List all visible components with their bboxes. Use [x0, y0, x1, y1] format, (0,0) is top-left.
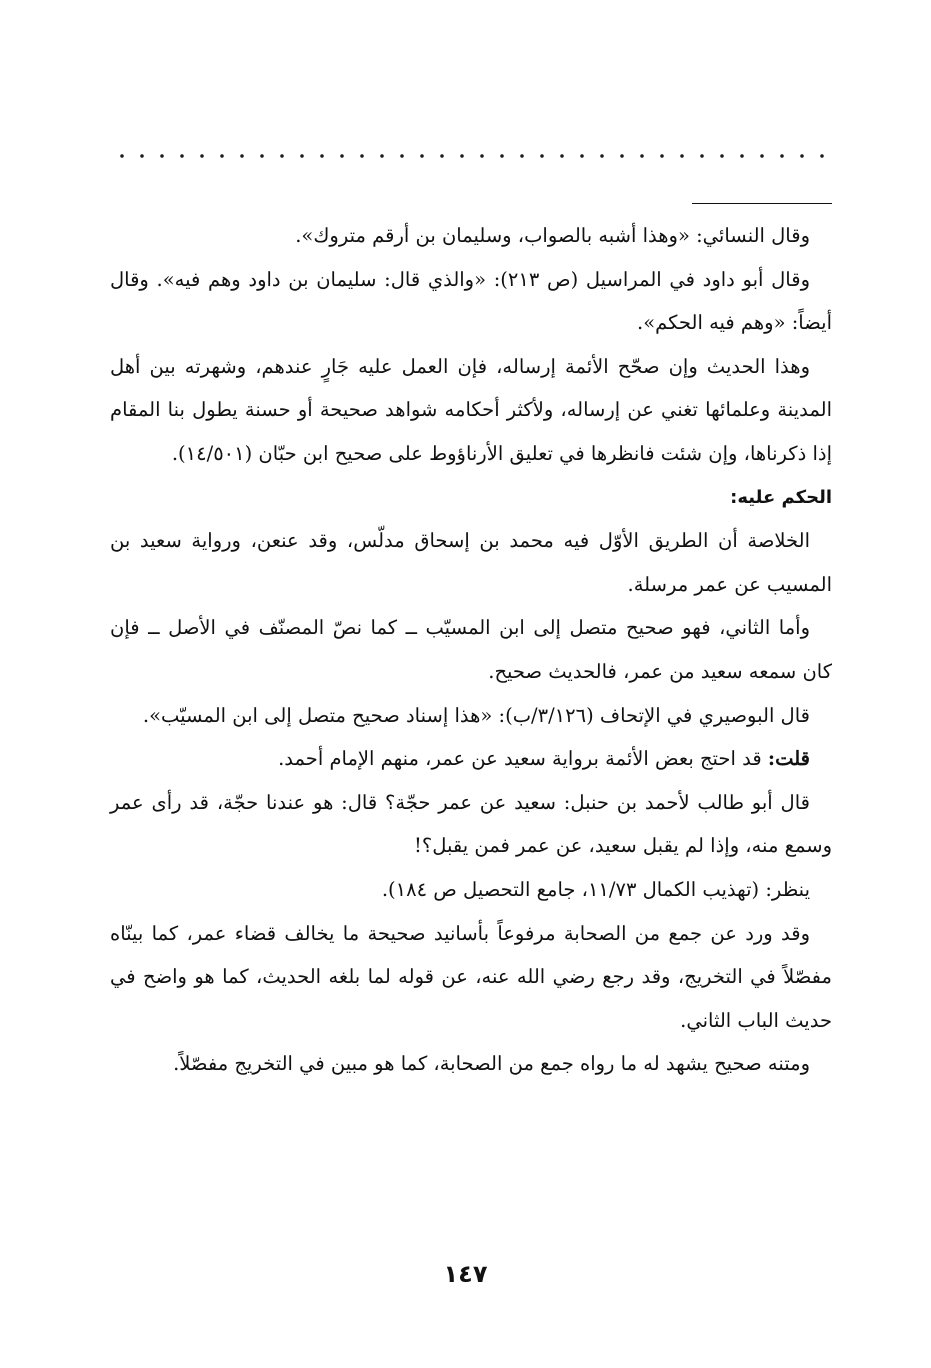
- footnote-paragraph-abu-dawud: وقال أبو داود في المراسيل (ص ٢١٣): «والذي قال: سليمان بن داود وهم فيه». وقال أيضاً: «وهم فيه الحكم».: [110, 267, 832, 335]
- ruling-paragraph-references: ينظر: (تهذيب الكمال ١١/٧٣، جامع التحصيل ص ١٨٤).: [381, 877, 810, 901]
- ruling-paragraph-matn: ومتنه صحيح يشهد له ما رواه جمع من الصحابة، كما هو مبين في التخريج مفصّلاً.: [173, 1052, 810, 1076]
- page-body: [110, 214, 832, 1086]
- ruling-heading: الحكم عليه:: [730, 486, 832, 508]
- dotted-separator: [120, 150, 832, 162]
- ruling-paragraph-qultu: [110, 737, 832, 781]
- qultu-text: قد احتج بعض الأئمة برواية سعيد عن عمر، منهم الإمام أحمد.: [278, 747, 768, 771]
- qultu-label: قلت:: [767, 747, 810, 771]
- footnote-paragraph-nasai: وقال النسائي: «وهذا أشبه بالصواب، وسليمان بن أرقم متروك».: [295, 224, 810, 247]
- page-number: ١٤٧: [443, 1260, 488, 1288]
- ruling-paragraph-abu-talib: قال أبو طالب لأحمد بن حنبل: سعيد عن عمر حجّة؟ قال: هو عندنا حجّة، قد رأى عمر وسمع منه، وإذا لم يقبل سعيد، عن عمر فمن يقبل؟!: [110, 790, 832, 858]
- ruling-paragraph-busiri: قال البوصيري في الإتحاف (٣/١٢٦/ب): «هذا إسناد صحيح متصل إلى ابن المسيّب».: [142, 703, 810, 727]
- footnote-rule: [692, 203, 832, 204]
- ruling-paragraph-companions: وقد ورد عن جمع من الصحابة مرفوعاً بأسانيد صحيحة ما يخالف قضاء عمر، كما بينّاه مفصّلاً في التخريج، وقد رجع رضي الله عنه، عن قوله لما بلغه الحديث، كما هو واضح في حديث الباب الثاني.: [110, 921, 832, 1032]
- ruling-paragraph-summary: الخلاصة أن الطريق الأوّل فيه محمد بن إسحاق مدلّس، وقد عنعن، ورواية سعيد بن المسيب عن عمر مرسلة.: [110, 529, 832, 596]
- footnote-paragraph-hadith-status: وهذا الحديث وإن صحّح الأئمة إرساله، فإن العمل عليه جَارٍ عندهم، وشهرته بين أهل المدينة وعلمائها تغني عن إرساله، ولأكثر أحكامه شواهد صحيحة أو حسنة يطول بنا المقام إذا ذكرناها، وإن شئت فانظرها في تعليق الأرناؤوط على صحيح ابن حبّان (١٤/٥٠١).: [110, 354, 832, 465]
- ruling-paragraph-second-path: وأما الثاني، فهو صحيح متصل إلى ابن المسيّب ــ كما نصّ المصنّف في الأصل ــ فإن كان سمعه سعيد من عمر، فالحديث صحيح.: [110, 616, 832, 683]
